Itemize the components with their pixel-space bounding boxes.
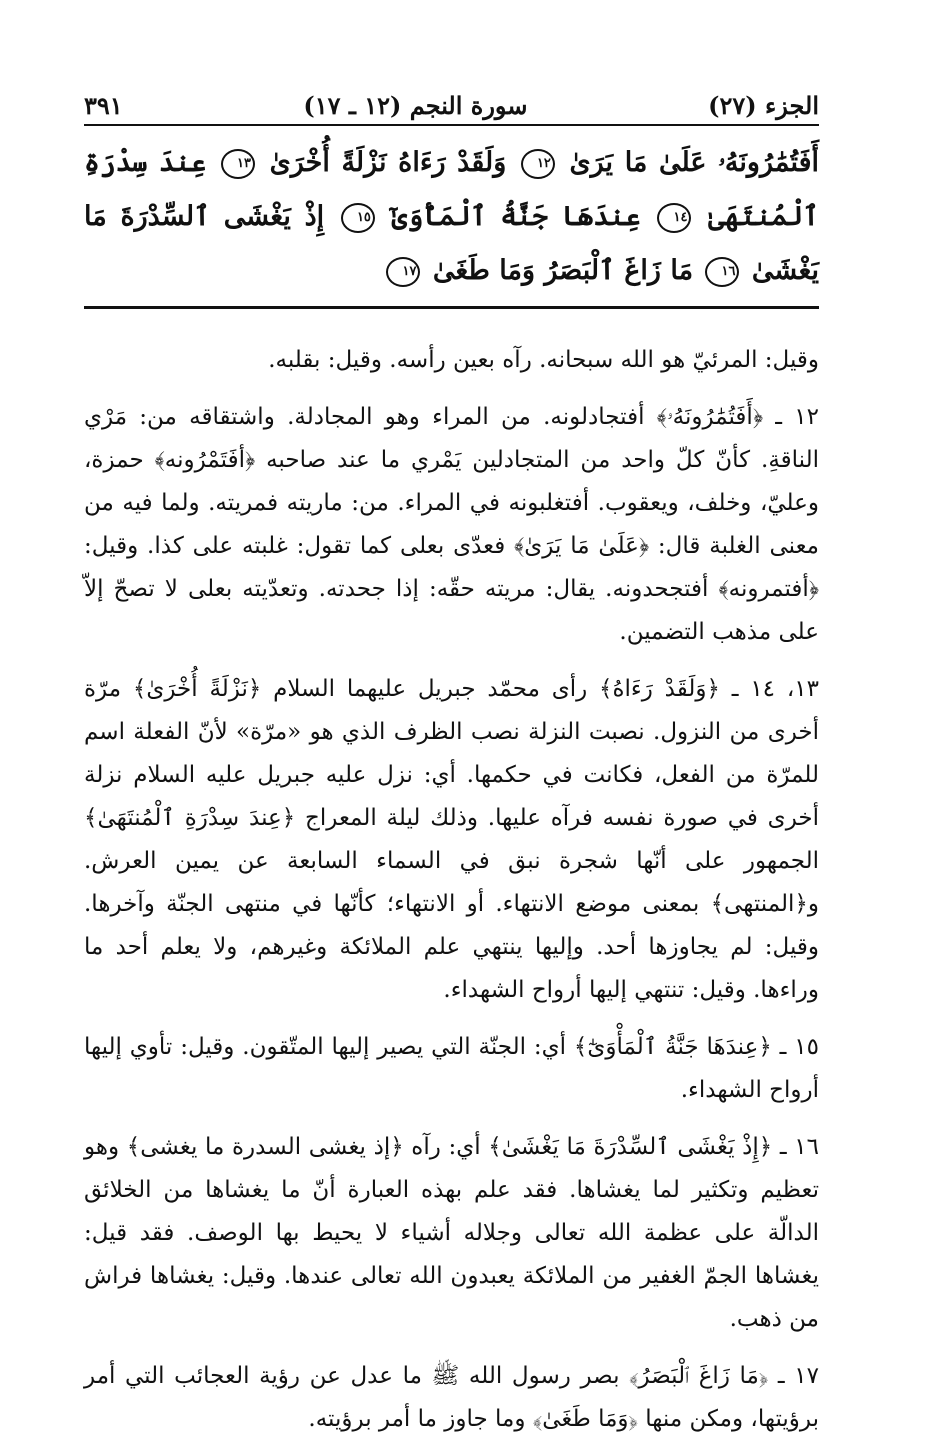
commentary-paragraph: ١٧ ـ ﴿مَا زَاغَ ٱلْبَصَرُ﴾ بصر رسول الله ﷺ ما عدل عن رؤية العجائب التي أمر برؤيتها، ومكن منها ﴿وَمَا طَغَىٰ﴾ وما جاوز ما أمر برؤيته.	[84, 1363, 819, 1432]
verse-end-marker: ١٣	[221, 149, 255, 179]
verses-divider	[84, 306, 819, 309]
verse-end-marker: ١٤	[657, 203, 691, 233]
verse-15: عِندَهَا جَنَّةُ ٱلْمَأْوَىٰٓ	[391, 201, 641, 232]
page-header	[84, 80, 819, 120]
commentary-paragraph: ١٦ ـ ﴿إِذْ يَغْشَى ٱلسِّدْرَةَ مَا يَغْشَىٰ﴾ أي: رآه ﴿إذ يغشى السدرة ما يغشى﴾ وهو تعظيم وتكثير لما يغشاها. فقد علم بهذه العبارة أنّ ما يغشاها من الخلائق الدالّة على عظمة الله تعالى وجلاله أشياء لا يحيط بها الوصف. فقد قيل: يغشاها الجمّ الغفير من الملائكة يعبدون الله تعالى عندها. وقيل: يغشاها فراش من ذهب.	[84, 1134, 819, 1332]
commentary-paragraph: ١٣، ١٤ ـ ﴿وَلَقَدْ رَءَاهُ﴾ رأى محمّد جبريل عليهما السلام ﴿نَزْلَةً أُخْرَىٰ﴾ مرّة أخرى من النزول. نصبت النزلة نصب الظرف الذي هو «مرّة» لأنّ الفعلة اسم للمرّة من الفعل، فكانت في حكمها. أي: نزل عليه جبريل عليه السلام نزلة أخرى في صورة نفسه فرآه عليها. وذلك ليلة المعراج ﴿عِندَ سِدْرَةِ ٱلْمُنتَهَىٰ﴾ الجمهور على أنّها شجرة نبق في السماء السابعة عن يمين العرش. و﴿المنتهى﴾ بمعنى موضع الانتهاء. أو الانتهاء؛ كأنّها في منتهى الجنّة وآخرها. وقيل: لم يجاوزها أحد. وإليها ينتهي علم الملائكة وغيرهم، ولا يعلم أحد ما وراءها. وقيل: تنتهي إليها أرواح الشهداء.	[84, 676, 820, 1003]
verse-end-marker: ١٢	[521, 149, 555, 179]
verse-17: مَا زَاغَ ٱلْبَصَرُ وَمَا طَغَىٰ	[432, 255, 694, 286]
verse-end-marker: ١٦	[705, 257, 739, 287]
header-divider	[84, 124, 819, 126]
verse-end-marker: ١٥	[341, 203, 375, 233]
juz-label: الجزء (٢٧)	[708, 91, 819, 120]
verse-end-marker: ١٧	[386, 257, 420, 287]
commentary-paragraph: وقيل: المرئيّ هو الله سبحانه. رآه بعين رأسه. وقيل: بقلبه.	[268, 347, 819, 373]
commentary-paragraph: ١٢ ـ ﴿أَفَتُمَٰرُونَهُۥ﴾ أفتجادلونه. من المراء وهو المجادلة. واشتقاقه من: مَرْي الناقةِ. كأنّ كلّ واحد من المتجادلين يَمْري ما عند صاحبه ﴿أفَتَمْرُونه﴾ حمزة، وعليّ، وخلف، ويعقوب. أفتغلبونه في المراء. من: ماريته فمريته. ولما فيه من معنى الغلبة قال: ﴿عَلَىٰ مَا يَرَىٰ﴾ فعدّى بعلى كما تقول: غلبته على كذا. وقيل: ﴿أفتمرونه﴾ أفتجحدونه. يقال: مريته حقّه: إذا جحدته. وتعدّيته بعلى لا تصحّ إلاّ على مذهب التضمين.	[84, 404, 819, 645]
page-number: ٣٩١	[84, 91, 123, 120]
surah-title: سورة النجم (١٢ ـ ١٧)	[303, 91, 528, 120]
verse-14: عِندَ سِدْرَةِ ٱلْمُنتَهَىٰ	[84, 147, 819, 232]
verse-13: وَلَقَدْ رَءَاهُ نَزْلَةً أُخْرَىٰ	[269, 147, 507, 178]
commentary-paragraph: ١٥ ـ ﴿عِندَهَا جَنَّةُ ٱلْمَأْوَىٰٓ﴾ أي: الجنّة التي يصير إليها المتّقون. وقيل: تأوي إليها أرواح الشهداء.	[84, 1034, 819, 1103]
page	[84, 80, 819, 1455]
quran-verses	[84, 136, 819, 298]
commentary	[84, 339, 819, 1441]
verse-12: أَفَتُمَٰرُونَهُۥ عَلَىٰ مَا يَرَىٰ	[569, 147, 820, 178]
verse-16: إِذْ يَغْشَى ٱلسِّدْرَةَ مَا يَغْشَىٰ	[84, 201, 819, 286]
